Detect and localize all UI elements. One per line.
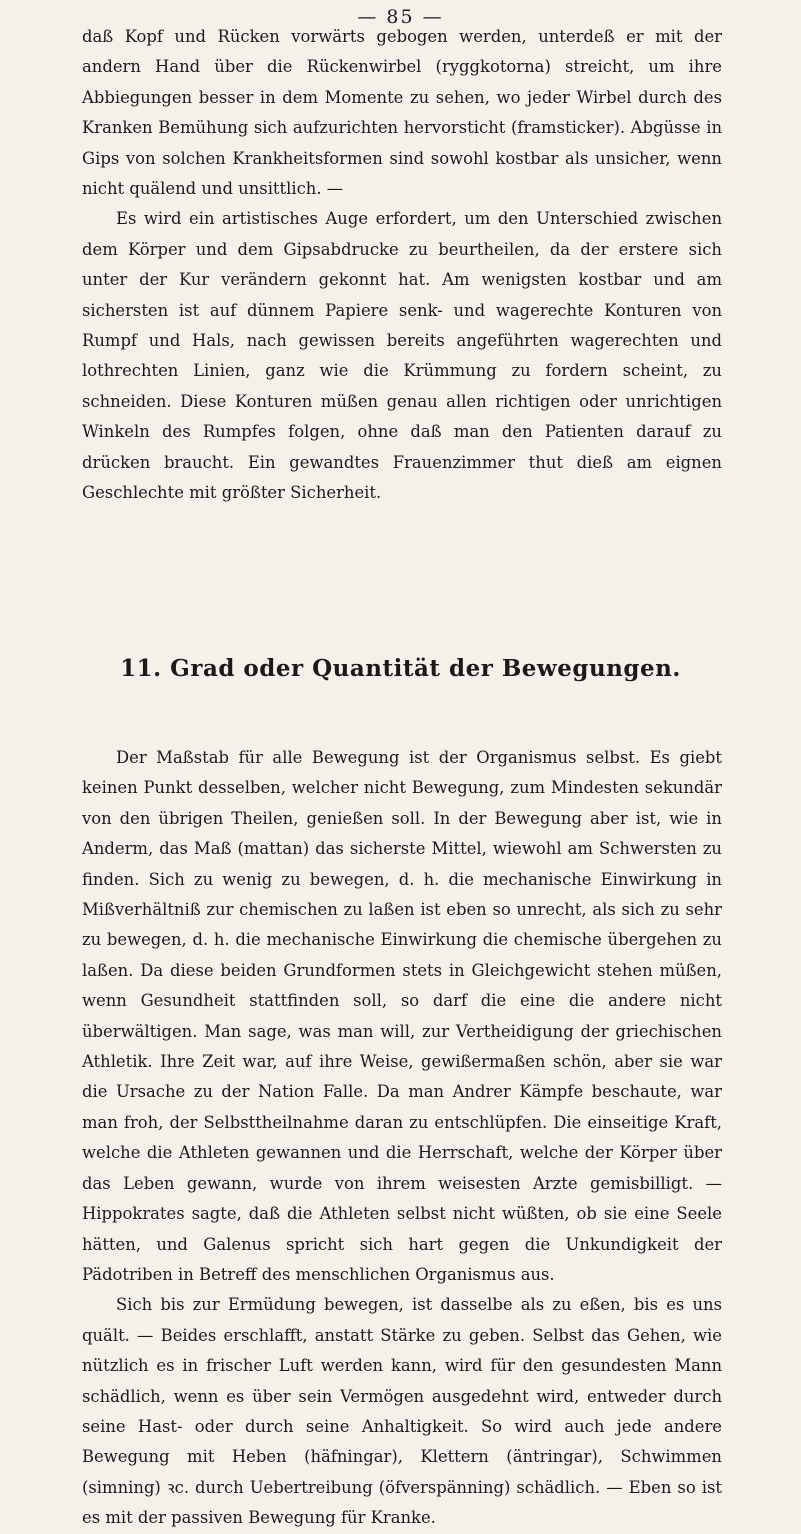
section-heading: 11. Grad oder Quantität der Bewegungen. bbox=[120, 655, 681, 682]
page-number: — 85 — bbox=[357, 6, 444, 28]
paragraph: daß Kopf und Rücken vorwärts gebogen werden, unterdeß er mit der andern Hand über die Rückenwirbel (ryggkotorna) streicht, um ihre Abbiegungen besser in dem Momente zu sehen, wo jeder Wirbel durch des Kranken Bemühung sich aufzurichten hervorsticht (framsticker). Abgüsse in Gips von solchen Krankheitsformen sind sowohl kostbar als unsicher, wenn nicht quälend und unsittlich. — bbox=[82, 27, 722, 199]
paragraph: Es wird ein artistisches Auge erfordert, um den Unterschied zwischen dem Körper und dem Gipsabdrucke zu beurtheilen, da der erstere sich unter der Kur verändern gekonnt hat. Am wenigsten kostbar und am sichersten ist auf dünnem Papiere senk- und wagerechte Konturen von Rumpf und Hals, nach gewissen bereits angeführten wagerechten und lothrechten Linien, ganz wie die Krümmung zu fordern scheint, zu schneiden. Diese Konturen müßen genau allen richtigen oder unrichtigen Winkeln des Rumpfes folgen, ohne daß man den Patienten darauf zu drücken braucht. Ein gewandtes Frauenzimmer thut dieß am eignen Geschlechte mit größter Sicherheit. bbox=[82, 209, 722, 503]
paragraph: Der Maßstab für alle Bewegung ist der Organismus selbst. Es giebt keinen Punkt desselben, welcher nicht Bewegung, zum Mindesten sekundär von den übrigen Theilen, genießen soll. In der Bewegung aber ist, wie in Anderm, das Maß (mattan) das sicherste Mittel, wiewohl am Schwersten zu finden. Sich zu wenig zu bewegen, d. h. die mechanische Einwirkung in Mißverhältniß zur chemischen zu laßen ist eben so unrecht, als sich zu sehr zu bewegen, d. h. die mechanische Einwirkung die chemische übergehen zu laßen. Da diese beiden Grundformen stets in Gleichgewicht stehen müßen, wenn Gesundheit stattfinden soll, so darf die eine die andere nicht überwältigen. Man sage, was man will, zur Vertheidigung der griechischen Athletik. Ihre Zeit war, auf ihre Weise, gewißermaßen schön, aber sie war die Ursache zu der Nation Falle. Da man Andrer Kämpfe beschaute, war man froh, der Selbsttheilnahme daran zu entschlüpfen. Die einseitige Kraft, welche die Athleten gewannen und die Herrschaft, welche der Körper über das Leben gewann, wurde von ihrem weisesten Arzte gemisbilligt. — Hippokrates sagte, daß die Athleten selbst nicht wüßten, ob sie eine Seele hätten, und Galenus spricht sich hart gegen die Unkundigkeit der Pädotriben in Betreff des menschlichen Organismus aus. bbox=[82, 748, 722, 1284]
text-block-after-heading bbox=[82, 743, 722, 1534]
paragraph: Sich bis zur Ermüdung bewegen, ist dasselbe als zu eßen, bis es uns quält. — Beides erschlafft, anstatt Stärke zu geben. Selbst das Gehen, wie nützlich es in frischer Luft werden kann, wird für den gesundesten Mann schädlich, wenn es über sein Vermögen ausgedehnt wird, entweder durch seine Hast- oder durch seine Anhaltigkeit. So wird auch jede andere Bewegung mit Heben (häfningar), Klettern (äntringar), Schwimmen (simning) ꝛc. durch Uebertreibung (öfverspänning) schädlich. — Eben so ist es mit der passiven Bewegung für Kranke. bbox=[82, 1295, 722, 1528]
text-block-before-heading bbox=[82, 22, 722, 509]
